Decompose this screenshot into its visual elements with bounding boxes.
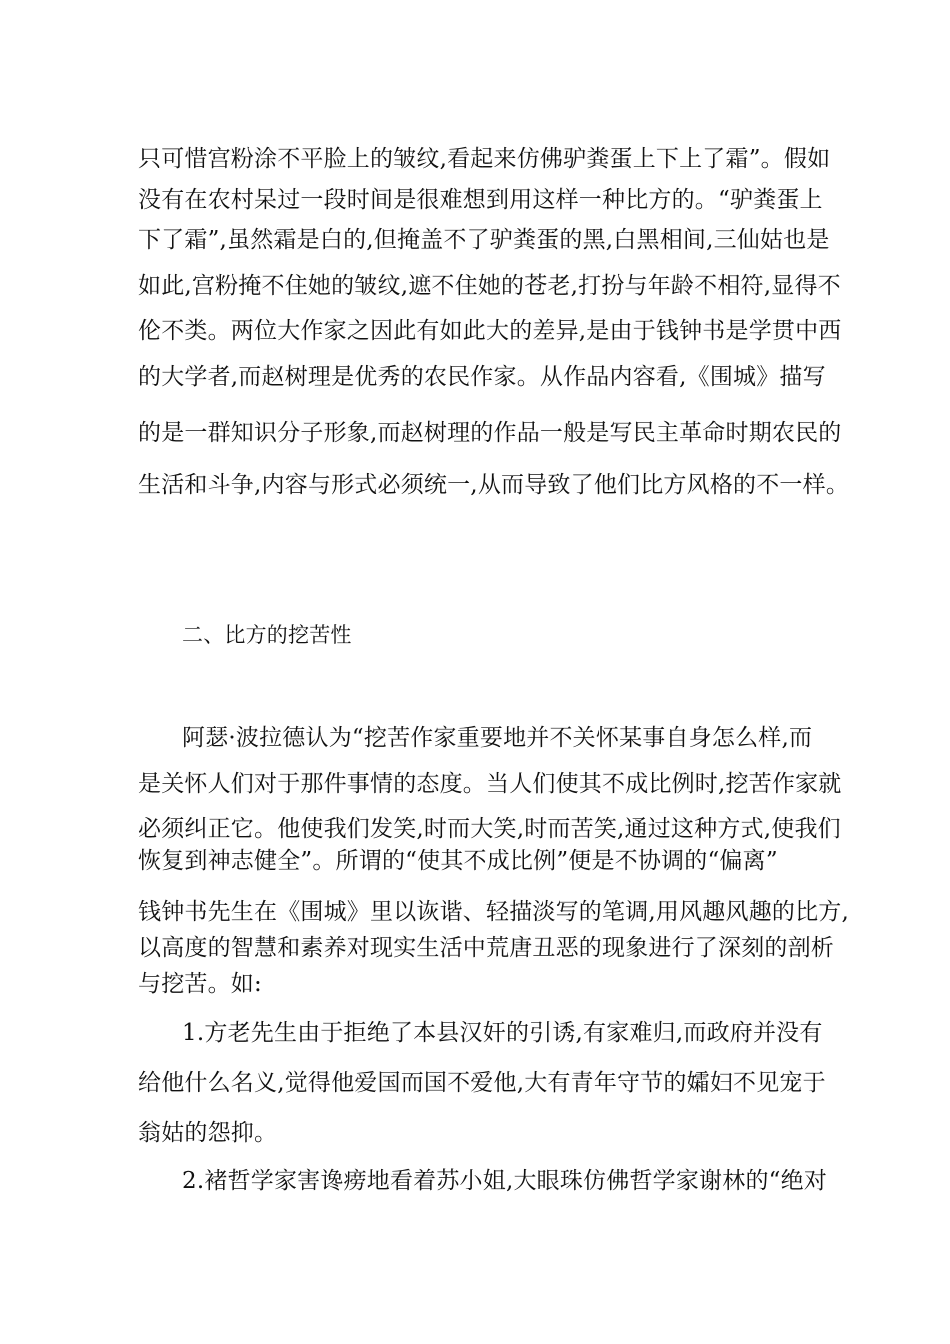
text-line: 给他什么名义,觉得他爱国而国不爱他,大有青年守节的孀妇不见宠于 xyxy=(138,1070,826,1096)
text-line: 钱钟书先生在《围城》里以诙谐、轻描淡写的笔调,用风趣风趣的比方, xyxy=(138,899,850,925)
text-line: 生活和斗争,内容与形式必须统一,从而导致了他们比方风格的不一样。 xyxy=(138,472,850,498)
text-line: 2.褚哲学家害谗痨地看着苏小姐,大眼珠仿佛哲学家谢林的“绝对 xyxy=(182,1168,828,1194)
text-line: 如此,宫粉掩不住她的皱纹,遮不住她的苍老,打扮与年龄不相符,显得不 xyxy=(138,273,841,299)
text-line: 伦不类。两位大作家之因此有如此大的差异,是由于钱钟书是学贯中西 xyxy=(138,318,842,344)
text-line: 恢复到神志健全”。所谓的“使其不成比例”便是不协调的“偏离” xyxy=(138,848,778,874)
text-line: 是关怀人们对于那件事情的态度。当人们使其不成比例时,挖苦作家就 xyxy=(138,771,842,797)
text-line: 下了霜”,虽然霜是白的,但掩盖不了驴粪蛋的黑,白黑相间,三仙姑也是 xyxy=(138,227,830,253)
text-line: 只可惜宫粉涂不平脸上的皱纹,看起来仿佛驴粪蛋上下上了霜”。假如 xyxy=(138,146,831,172)
text-line: 翁姑的怨抑。 xyxy=(138,1120,278,1146)
text-line: 的大学者,而赵树理是优秀的农民作家。从作品内容看,《围城》描写 xyxy=(138,364,826,390)
text-line: 阿瑟·波拉德认为“挖苦作家重要地并不关怀某事自身怎么样,而 xyxy=(182,725,813,751)
text-line: 与挖苦。如: xyxy=(138,971,262,997)
text-line: 1.方老先生由于拒绝了本县汉奸的引诱,有家难归,而政府并没有 xyxy=(182,1020,823,1046)
text-line: 必须纠正它。他使我们发笑,时而大笑,时而苦笑,通过这种方式,使我们 xyxy=(138,816,841,842)
section-heading: 二、比方的挖苦性 xyxy=(182,623,352,647)
text-line: 以高度的智慧和素养对现实生活中荒唐丑恶的现象进行了深刻的剖析 xyxy=(138,935,834,961)
text-line: 的是一群知识分子形象,而赵树理的作品一般是写民主革命时期农民的 xyxy=(138,420,842,446)
text-line: 没有在农村呆过一段时间是很难想到用这样一种比方的。“驴粪蛋上 xyxy=(138,187,823,213)
